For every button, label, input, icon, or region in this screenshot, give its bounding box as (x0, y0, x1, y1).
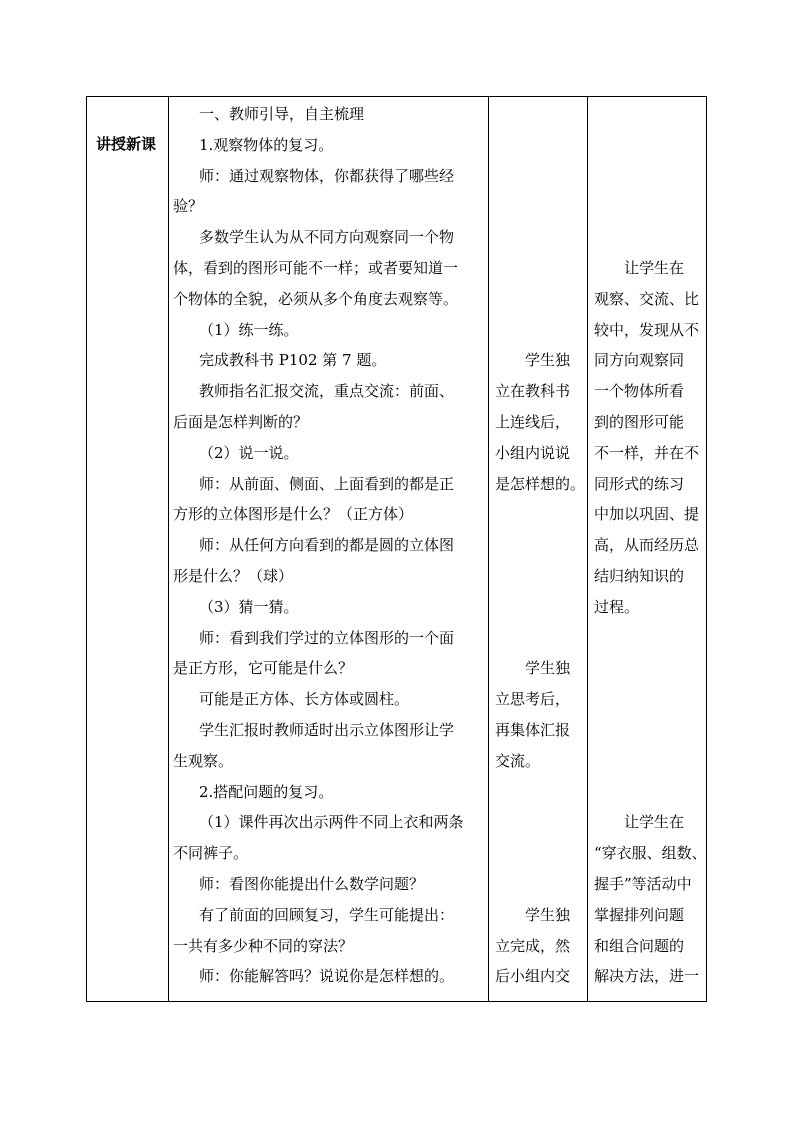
student-activity-line: 立完成，然 (495, 936, 571, 955)
content-line: （2）说一说。 (199, 443, 299, 462)
content-line: 师：看图你能提出什么数学问题？ (199, 875, 425, 893)
design-intent-line: 中加以巩固、提 (594, 505, 700, 524)
content-column (169, 97, 488, 1001)
student-activity-line: 立思考后， (495, 690, 571, 709)
content-line: 多数学生认为从不同方向观察同一个物 (199, 228, 455, 247)
student-activity-column (489, 97, 587, 1001)
content-line: 师：看到我们学过的立体图形的一个面 (199, 628, 455, 647)
content-line: 验？ (173, 197, 204, 216)
content-line: 方形的立体图形是什么？（正方体） (173, 505, 414, 524)
content-line: 是正方形，它可能是什么？ (173, 659, 354, 678)
content-line: （1）课件再次出示两件不同上衣和两条 (199, 813, 464, 832)
content-line: 体，看到的图形可能不一样；或者要知道一 (173, 259, 459, 277)
design-intent-line: 高，从而经历总 (594, 536, 700, 555)
content-line: 教师指名汇报交流，重点交流：前面、 (199, 382, 455, 401)
design-intent-line: “穿衣服、组数、 (594, 844, 707, 863)
section-label: 讲授新课 (96, 135, 157, 153)
design-intent-line: 一个物体所看 (594, 382, 685, 401)
student-activity-line: 学生独 (525, 351, 571, 370)
design-intent-line: 较中，发现从不 (594, 320, 700, 339)
content-line: 师：从前面、侧面、上面看到的都是正 (199, 474, 455, 493)
design-intent-line: 掌握排列问题 (594, 905, 685, 924)
content-line: 2.搭配问题的复习。 (199, 782, 334, 801)
design-intent-line: 让学生在 (624, 813, 685, 832)
student-activity-line: 小组内说说 (495, 443, 571, 462)
design-intent-line: 同形式的练习 (594, 474, 685, 493)
content-line: 有了前面的回顾复习，学生可能提出： (199, 905, 455, 924)
design-intent-column (588, 97, 708, 1001)
content-line: 形是什么？（球） (173, 567, 294, 585)
content-line: 师：从任何方向看到的都是圆的立体图 (199, 536, 455, 555)
design-intent-line: 同方向观察同 (594, 351, 685, 370)
design-intent-line: 过程。 (594, 597, 640, 616)
design-intent-line: 让学生在 (624, 259, 685, 277)
content-line: 不同裤子。 (173, 844, 249, 863)
lesson-plan-table (86, 96, 707, 1002)
content-line: 师：你能解答吗？说说你是怎样想的。 (199, 967, 455, 986)
student-activity-line: 学生独 (525, 905, 571, 924)
student-activity-line: 学生独 (525, 659, 571, 678)
student-activity-line: 上连线后， (495, 413, 571, 431)
design-intent-line: 结归纳知识的 (594, 567, 685, 585)
student-activity-line: 后小组内交 (495, 967, 571, 986)
design-intent-line: 观察、交流、比 (594, 289, 700, 308)
content-line: 师：通过观察物体，你都获得了哪些经 (199, 166, 455, 185)
design-intent-line: 不一样，并在不 (594, 443, 700, 462)
content-line: 一共有多少种不同的穿法？ (173, 936, 354, 955)
content-line: 生观察。 (173, 751, 234, 770)
student-activity-line: 再集体汇报 (495, 721, 571, 739)
design-intent-line: 解决方法，进一 (594, 967, 700, 986)
student-activity-line: 是怎样想的。 (495, 474, 586, 493)
content-line: 可能是正方体、长方体或圆柱。 (199, 690, 410, 709)
section-column (87, 97, 168, 1001)
student-activity-line: 立在教科书 (495, 382, 571, 401)
content-line: 一、教师引导，自主梳理 (199, 105, 365, 123)
design-intent-line: 和组合问题的 (594, 936, 685, 955)
content-line: 学生汇报时教师适时出示立体图形让学 (199, 721, 455, 739)
content-line: 完成教科书 P102 第 7 题。 (199, 351, 387, 370)
content-line: （1）练一练。 (199, 320, 299, 339)
student-activity-line: 交流。 (495, 751, 541, 770)
content-line: 后面是怎样判断的？ (173, 413, 309, 431)
design-intent-line: 到的图形可能 (594, 413, 685, 431)
content-line: 个物体的全貌，必须从多个角度去观察等。 (173, 289, 459, 308)
design-intent-line: 握手”等活动中 (594, 875, 692, 893)
content-line: 1.观察物体的复习。 (199, 135, 334, 154)
content-line: （3）猜一猜。 (199, 597, 299, 616)
